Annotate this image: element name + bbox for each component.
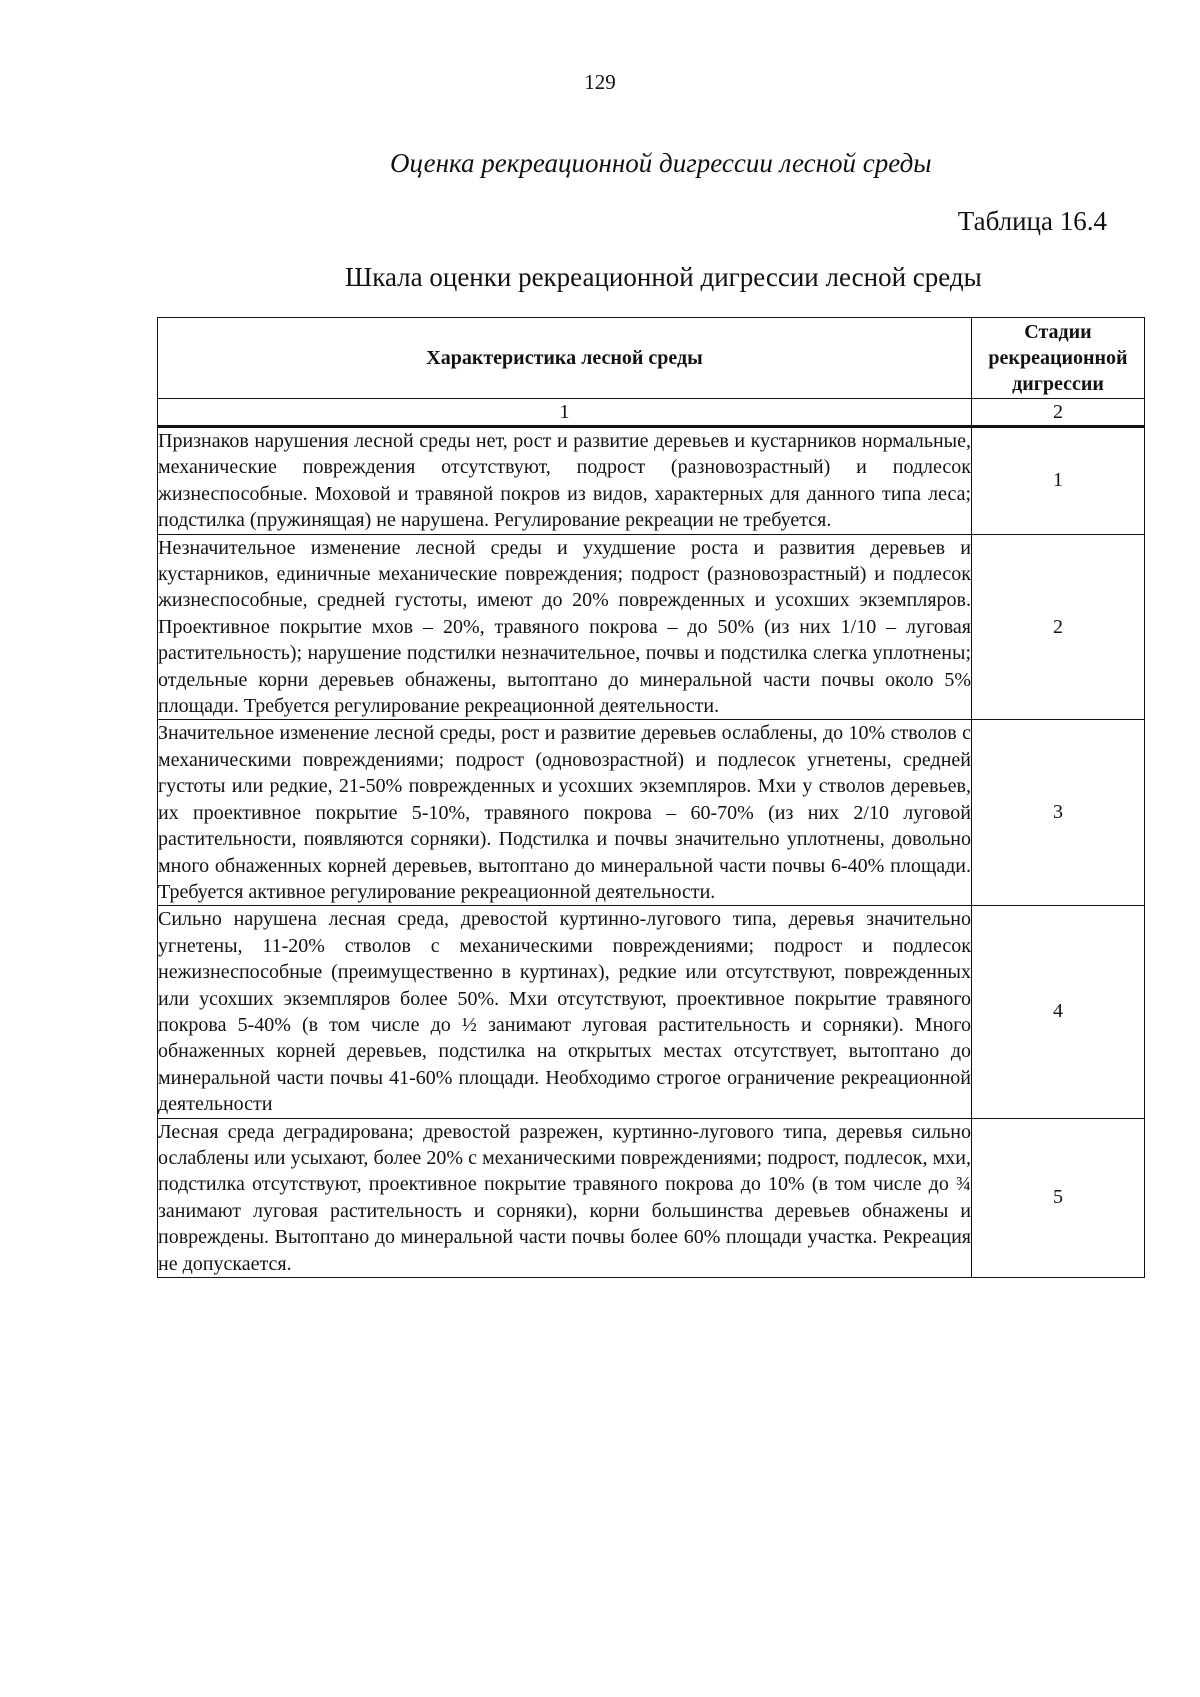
row-stage: 5 (972, 1118, 1145, 1277)
dygression-scale-table (157, 317, 1145, 1278)
table-row (158, 427, 1145, 535)
row-stage: 1 (972, 427, 1145, 535)
row-description: Сильно нарушена лесная среда, древостой куртинно-лугового типа, деревья значительно угнетены, 11-20% стволов с механическими повреждениями; подрост и подлесок нежизнеспособные (преимущественно в куртинах), редкие или отсутствуют, поврежденных или усохших экземпляров более 50%. Мхи отсутствуют, проективное покрытие травяного покрова 5-40% (в том числе до ½ занимают луговая растительность и сорняки). Много обнаженных корней деревьев, подстилка на открытых местах отсутствует, вытоптано до минеральной части почвы 41-60% площади. Необходимо строгое ограничение рекреационной деятельности (158, 906, 972, 1118)
table-row (158, 534, 1145, 720)
column-number-2: 2 (972, 399, 1145, 427)
row-description: Незначительное изменение лесной среды и ухудшение роста и развития деревьев и кустарников, единичные механические повреждения; подрост (разновозрастный) и подлесок жизнеспособные, средней густоты, имеют до 20% поврежденных и усохших экземпляров. Проективное покрытие мхов – 20%, травяного покрова – до 50% (из них 1/10 – луговая растительность); нарушение подстилки незначительное, почвы и подстилка слегка уплотнены; отдельные корни деревьев обнажены, вытоптано до минеральной части почвы около 5% площади. Требуется регулирование рекреационной деятельности. (158, 534, 972, 720)
table-header-row (158, 318, 1145, 399)
row-stage: 2 (972, 534, 1145, 720)
page-number: 129 (584, 70, 616, 94)
table-title: Шкала оценки рекреационной дигрессии лесной среды (345, 262, 982, 292)
section-heading: Оценка рекреационной дигрессии лесной среды (390, 148, 932, 178)
column-number-row (158, 399, 1145, 427)
table-row (158, 720, 1145, 906)
column-number-1: 1 (158, 399, 972, 427)
row-stage: 4 (972, 906, 1145, 1118)
header-stages: Стадии рекреационной дигрессии (972, 318, 1145, 399)
header-characteristic: Характеристика лесной среды (158, 318, 972, 399)
table-label: Таблица 16.4 (957, 206, 1107, 236)
row-description: Лесная среда деградирована; древостой разрежен, куртинно-лугового типа, деревья сильно ослаблены или усыхают, более 20% с механическими повреждениями; подрост, подлесок, мхи, подстилка отсутствуют, проективное покрытие травяного покрова до 10% (в том числе до ¾ занимают луговая растительность и сорняки), корни большинства деревьев обнажены и повреждены. Вытоптано до минеральной части почвы более 60% площади участка. Рекреация не допускается. (158, 1118, 972, 1277)
row-description: Значительное изменение лесной среды, рост и развитие деревьев ослаблены, до 10% стволов с механическими повреждениями; подрост (одновозрастной) и подлесок угнетены, средней густоты или редкие, 21-50% поврежденных и усохших экземпляров. Мхи у стволов деревьев, их проективное покрытие 5-10%, травяного покрова – 60-70% (из них 2/10 луговой растительности, появляются сорняки). Подстилка и почвы значительно уплотнены, довольно много обнаженных корней деревьев, вытоптано до минеральной части почвы 6-40% площади. Требуется активное регулирование рекреационной деятельности. (158, 720, 972, 906)
row-stage: 3 (972, 720, 1145, 906)
row-description: Признаков нарушения лесной среды нет, рост и развитие деревьев и кустарников нормальные, механические повреждения отсутствуют, подрост (разновозрастный) и подлесок жизнеспособные. Моховой и травяной покров из видов, характерных для данного типа леса; подстилка (пружинящая) не нарушена. Регулирование рекреации не требуется. (158, 427, 972, 535)
table-row (158, 1118, 1145, 1277)
table-row (158, 906, 1145, 1118)
